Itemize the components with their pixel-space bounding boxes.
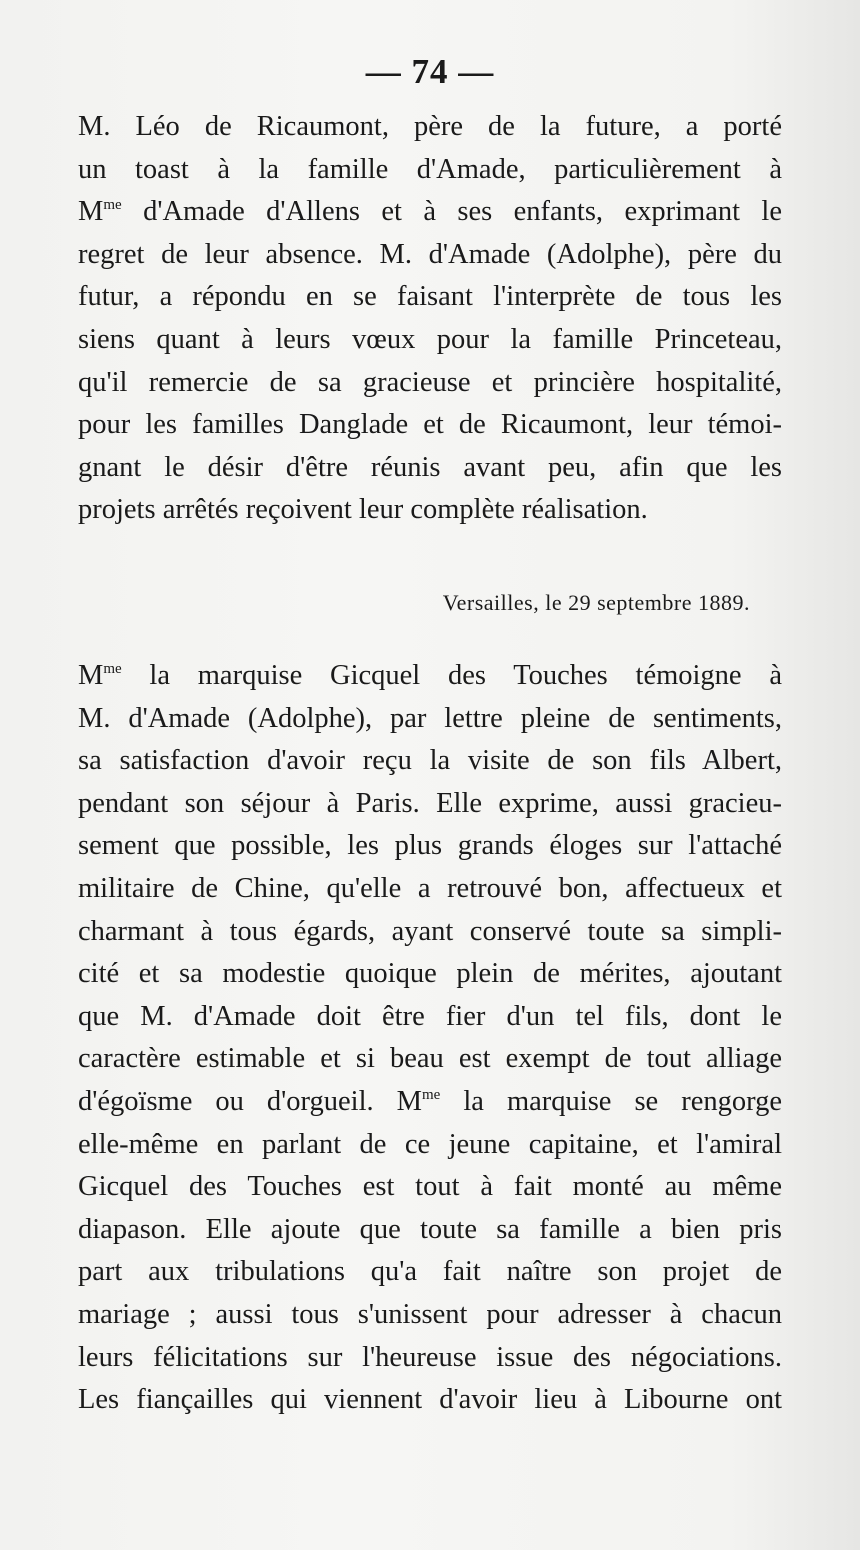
- text-line: elle-même en parlant de ce jeune capitaine, et l'amiral: [78, 1128, 782, 1160]
- text-line: part aux tribulations qu'a fait naître son projet de: [78, 1256, 782, 1288]
- paragraph-letter: [78, 655, 782, 1422]
- dateline: Versailles, le 29 septembre 1889.: [442, 590, 750, 615]
- text-line: mariage ; aussi tous s'unissent pour adresser à chacun: [78, 1298, 782, 1330]
- text-line: gnant le désir d'être réunis avant peu, afin que les: [78, 451, 782, 483]
- text-line: charmant à tous égards, ayant conservé toute sa simpli-: [78, 915, 782, 947]
- text-line: un toast à la famille d'Amade, particulièrement à: [78, 153, 782, 185]
- text-line: pendant son séjour à Paris. Elle exprime, aussi gracieu-: [78, 787, 782, 819]
- text-line: d'égoïsme ou d'orgueil. $M^{me}$ la marquise se rengorge: [78, 1085, 782, 1117]
- text-line: M. d'Amade (Adolphe), par lettre pleine de sentiments,: [78, 702, 782, 734]
- text-line: $M^{me}$ d'Amade d'Allens et à ses enfants, exprimant le: [78, 196, 782, 228]
- superscript-abbrev: me: [103, 197, 122, 214]
- paragraph-toast: [78, 106, 782, 532]
- text-line: Les fiançailles qui viennent d'avoir lieu à Libourne ont: [78, 1384, 782, 1416]
- text-line: $M^{me}$ la marquise Gicquel des Touches témoigne à: [78, 660, 782, 691]
- text-line: sa satisfaction d'avoir reçu la visite de son fils Albert,: [78, 745, 782, 777]
- text-line: diapason. Elle ajoute que toute sa famille a bien pris: [78, 1213, 782, 1245]
- text-line: que M. d'Amade doit être fier d'un tel fils, dont le: [78, 1000, 782, 1032]
- text-line: M. Léo de Ricaumont, père de la future, a porté: [78, 111, 782, 142]
- text-line: qu'il remercie de sa gracieuse et princière hospitalité,: [78, 366, 782, 398]
- superscript-abbrev: me: [103, 661, 122, 677]
- text-line: militaire de Chine, qu'elle a retrouvé bon, affectueux et: [78, 872, 782, 904]
- text-line: caractère estimable et si beau est exempt de tout alliage: [78, 1043, 782, 1075]
- page-number: — 74 —: [365, 52, 495, 91]
- text-line: leurs félicitations sur l'heureuse issue des négociations.: [78, 1341, 782, 1373]
- superscript-abbrev: me: [422, 1086, 441, 1103]
- text-line: Gicquel des Touches est tout à fait monté au même: [78, 1171, 782, 1203]
- text-line: sement que possible, les plus grands éloges sur l'attaché: [78, 830, 782, 862]
- text-line: cité et sa modestie quoique plein de mérites, ajoutant: [78, 958, 782, 990]
- text-line: siens quant à leurs vœux pour la famille Princeteau,: [78, 323, 782, 355]
- text-line: projets arrêtés reçoivent leur complète réalisation.: [78, 494, 648, 526]
- text-line: futur, a répondu en se faisant l'interprète de tous les: [78, 281, 782, 313]
- text-line: pour les familles Danglade et de Ricaumont, leur témoi-: [78, 409, 782, 441]
- text-line: regret de leur absence. M. d'Amade (Adolphe), père du: [78, 238, 782, 270]
